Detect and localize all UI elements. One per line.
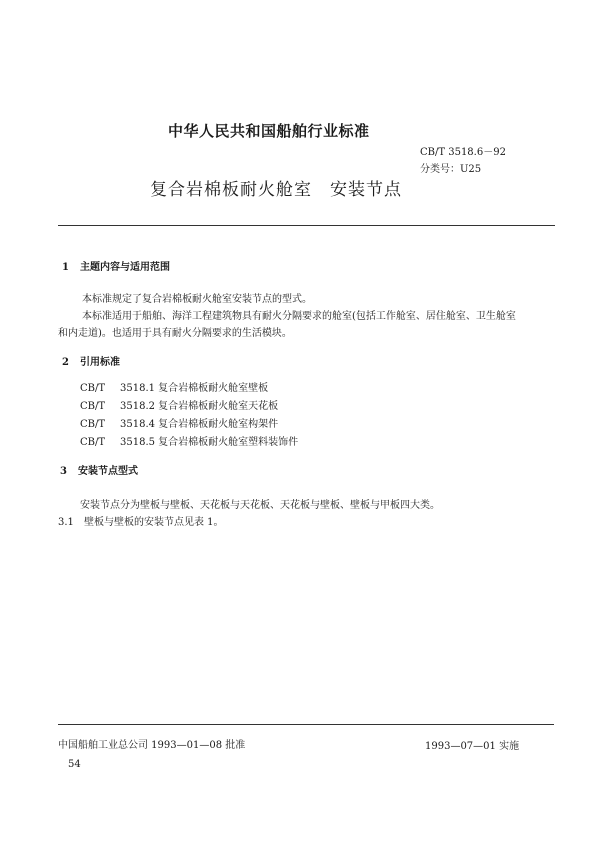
paragraph: 本标准适用于船舶、海洋工程建筑物具有耐火分隔要求的舱室(包括工作舱室、居住舱室、卫生舱室: [82, 311, 516, 322]
section-2-heading: [62, 353, 120, 368]
subsection-3-1: 3.1 壁板与壁板的安装节点见表 1。: [58, 517, 224, 528]
section-1-heading: [62, 258, 170, 273]
section-number: 1: [62, 262, 69, 273]
reference-item: CB/T 3518.2 复合岩棉板耐火舱室天花板: [80, 401, 279, 412]
section-title: 引用标准: [80, 357, 120, 368]
effective-date: 1993—07—01 实施: [425, 741, 520, 752]
section-3-heading: [60, 462, 138, 477]
reference-item: CB/T 3518.5 复合岩棉板耐火舱室塑料装饰件: [80, 437, 299, 448]
approval-line: 中国船舶工业总公司 1993—01—08 批准: [58, 740, 246, 751]
paragraph: 本标准规定了复合岩棉板耐火舱室安装节点的型式。: [82, 294, 312, 305]
page-number: 54: [68, 759, 81, 770]
standard-code: CB/T 3518.6－92: [420, 147, 506, 158]
section-title: 安装节点型式: [78, 466, 138, 477]
reference-item: CB/T 3518.4 复合岩棉板耐火舱室构架件: [80, 419, 279, 430]
section-number: 2: [62, 357, 69, 368]
section-number: 3: [60, 466, 67, 477]
classification-number: 分类号：U25: [420, 164, 482, 175]
reference-item: CB/T 3518.1 复合岩棉板耐火舱室壁板: [80, 383, 269, 394]
header-divider: [58, 225, 555, 226]
paragraph: 和内走道)。也适用于具有耐火分隔要求的生活模块。: [58, 328, 292, 339]
section-title: 主题内容与适用范围: [80, 262, 170, 273]
document-title: 复合岩棉板耐火舱室 安装节点: [150, 180, 402, 200]
footer-divider: [58, 724, 554, 725]
org-title: 中华人民共和国船舶行业标准: [168, 122, 370, 140]
paragraph: 安装节点分为壁板与壁板、天花板与天花板、天花板与壁板、壁板与甲板四大类。: [80, 500, 440, 511]
